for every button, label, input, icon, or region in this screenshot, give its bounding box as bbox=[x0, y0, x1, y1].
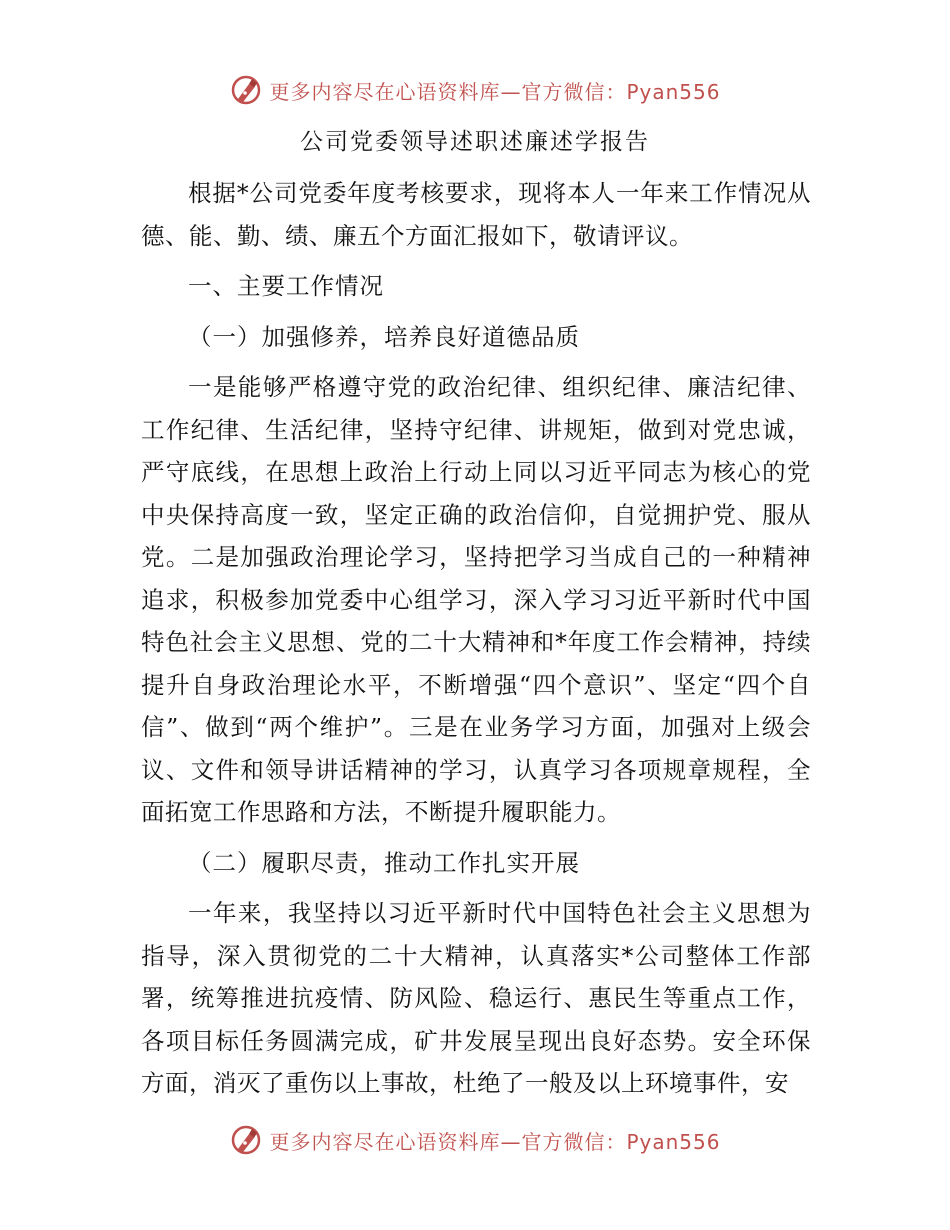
watermark-banner-bottom bbox=[0, 1120, 950, 1160]
subsection-heading-2: （二）履职尽责，推动工作扎实开展 bbox=[188, 848, 580, 877]
section-heading-main-work: 一、主要工作情况 bbox=[188, 272, 384, 300]
watermark-text: 更多内容尽在心语资料库—官方微信：Pyan556 bbox=[269, 1129, 721, 1154]
subsection-1-paragraph: 一是能够严格遵守党的政治纪律、组织纪律、廉洁纪律、工作纪律、生活纪律，坚持守纪律、讲规矩，做到对党忠诚，严守底线，在思想上政治上行动上同以习近平同志为核心的党中央保持高度一致，坚定正确的政治信仰，自觉拥护党、服从党。二是加强政治理论学习，坚持把学习当成自己的一种精神追求，积极参加党委中心组学习，深入学习习近平新时代中国特色社会主义思想、党的二十大精神和*年度工作会精神，持续提升自身政治理论水平，不断增强“四个意识”、坚定“四个自信”、做到“两个维护”。三是在业务学习方面，加强对上级会议、文件和领导讲话精神的学习，认真学习各项规章规程，全面拓宽工作思路和方法，不断提升履职能力。 bbox=[141, 373, 811, 826]
pen-nib-logo-icon bbox=[229, 1123, 263, 1157]
watermark-text: 更多内容尽在心语资料库—官方微信：Pyan556 bbox=[269, 79, 721, 104]
subsection-2-paragraph: 一年来，我坚持以习近平新时代中国特色社会主义思想为指导，深入贯彻党的二十大精神，认真落实*公司整体工作部署，统筹推进抗疫情、防风险、稳运行、惠民生等重点工作，各项目标任务圆满完成，矿井发展呈现出良好态势。安全环保方面，消灭了重伤以上事故，杜绝了一般及以上环境事件，安 bbox=[141, 899, 811, 1097]
subsection-heading-1: （一）加强修养，培养良好道德品质 bbox=[188, 322, 580, 351]
pen-nib-logo-icon bbox=[229, 73, 263, 107]
intro-paragraph: 根据*公司党委年度考核要求，现将本人一年来工作情况从德、能、勤、绩、廉五个方面汇报如下，敬请评议。 bbox=[141, 179, 811, 250]
watermark-banner-top bbox=[0, 70, 950, 110]
document-body bbox=[141, 172, 811, 1113]
document-title: 公司党委领导述职述廉述学报告 bbox=[300, 129, 650, 155]
